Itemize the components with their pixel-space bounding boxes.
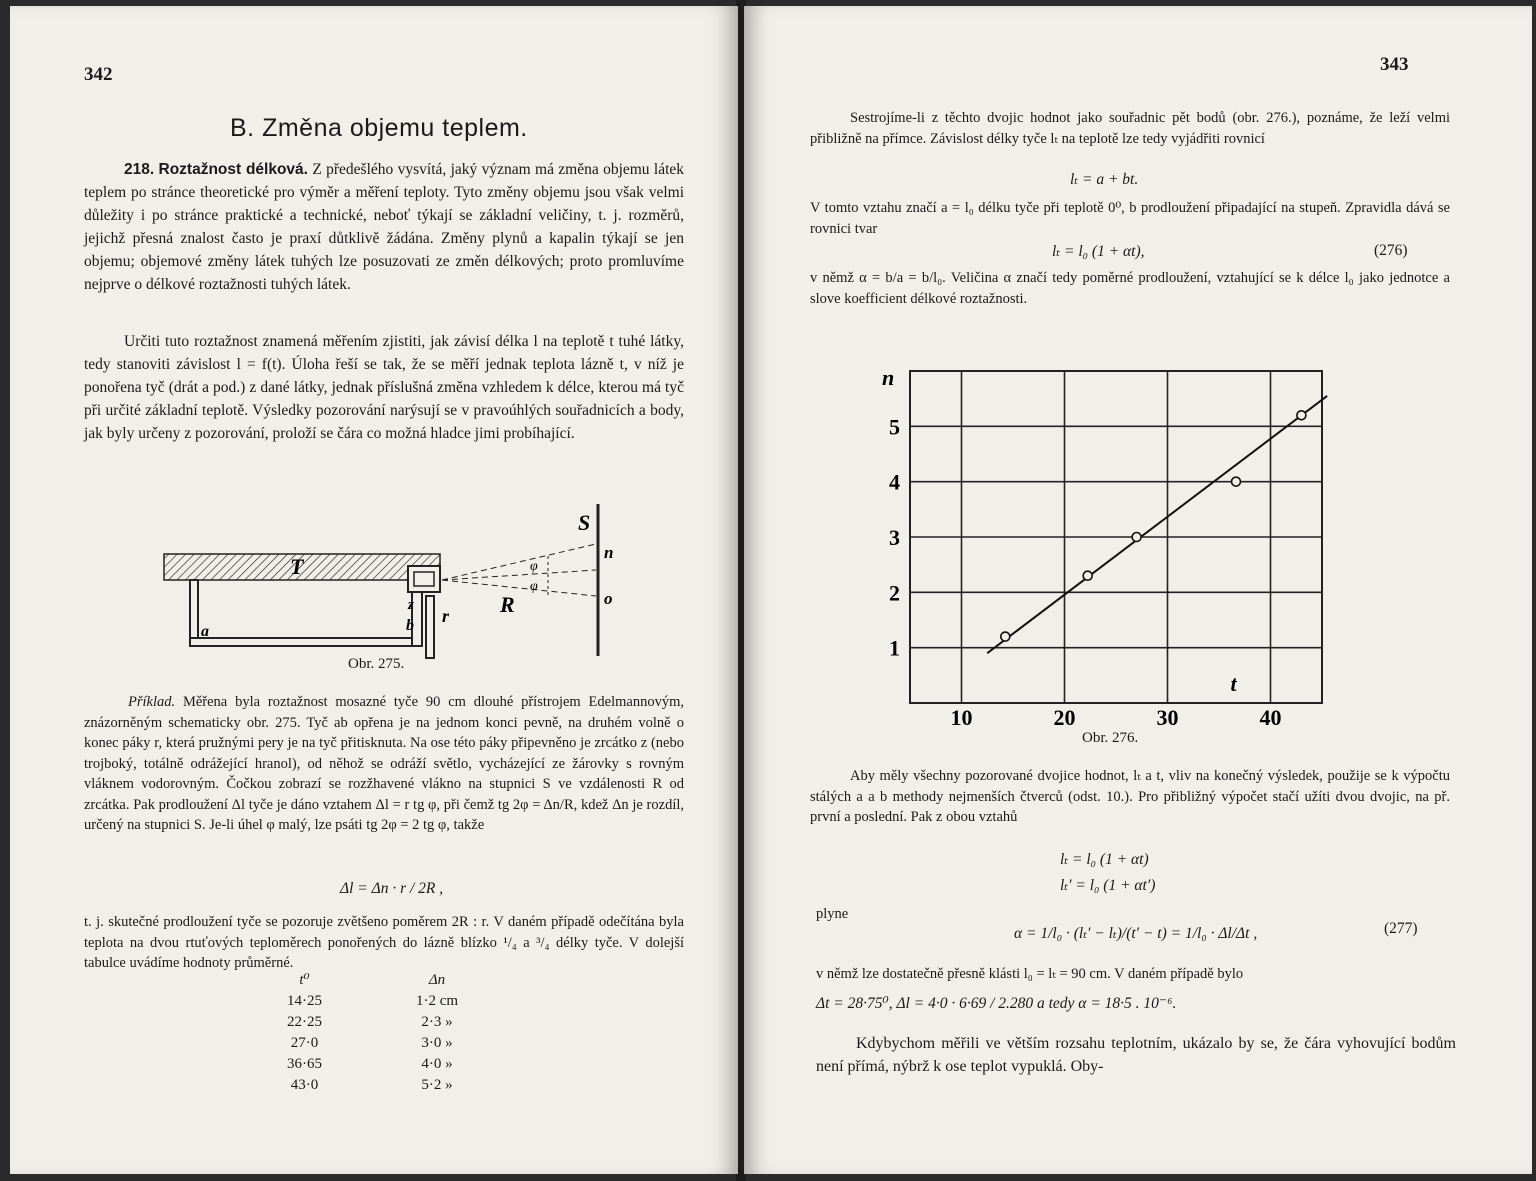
measurement-table [242, 970, 507, 1096]
equation-result: Δt = 28·75⁰, Δl = 4·0 · 6·69 / 2.280 a tedy α = 18·5 . 10⁻⁶. [816, 995, 1177, 1012]
table-cell-t: 43·0 [290, 1077, 319, 1093]
x-tick-label: 20 [1053, 705, 1076, 730]
equation-delta-l: Δl = Δn · r / 2R , [340, 880, 444, 897]
label-R: R [500, 592, 515, 617]
chart-x-ticks [951, 705, 1282, 730]
table-cell-dn: 2·3 » [421, 1014, 453, 1030]
paragraph-constants: V tomto vztahu značí a = l₀ délku tyče při teplotě 0⁰, b prodloužení připadající na stupeň. Zpravidla dává se rovnici tvar [810, 200, 1450, 237]
table-cell-dn: 3·0 » [421, 1035, 453, 1051]
chart-fit-line [987, 396, 1327, 653]
data-point [1297, 411, 1306, 420]
paragraph-points: Sestrojíme-li z těchto dvojic hodnot jako souřadnic pět bodů (obr. 276.), poznáme, že leží velmi přibližně na přímce. Závislost délky tyče lₜ na teplotě lze tedy vyjádřiti rovnicí [810, 110, 1450, 147]
table-row [242, 1012, 507, 1033]
section-number: 218. [124, 161, 155, 178]
table-cell-dn: 4·0 » [421, 1056, 453, 1072]
figure-275-apparatus [150, 496, 630, 666]
y-tick-label: 3 [889, 525, 900, 550]
data-point [1231, 477, 1240, 486]
x-tick-label: 10 [950, 705, 973, 730]
chart-y-ticks [889, 414, 900, 660]
table-row [242, 1054, 507, 1075]
paragraph-method: Určiti tuto roztažnost znamená měřením zjistiti, jak závisí délka l na teplotě t tuhé látky, tedy stanoviti závislost l = f(t). Úloha řeší se tak, že se měří jednak teplota lázně t, v níž je ponořena tyč (drát a pod.) z dané látky, jednak příslušná změna vzhledem k délce, kterou má tyč při určité základní teplotě. Výsledky pozorování narýsují se v pravoúhlých souřadnicích a body, jak byly určeny z pozorování, proloží se čára co možná hladce jimi probíhající. [84, 333, 684, 442]
label-phi-upper: φ [530, 559, 538, 574]
paragraph-magnification: t. j. skutečné prodloužení tyče se pozoruje zvětšeno poměrem 2R : r. V daném případě odečítána byla teplota na dvou rtuťových teploměrech ponořených do lázně blízko ¹/₄ a ³/₄ délky tyče. V dolejší tabulce uvádíme hodnoty průměrné. [84, 914, 684, 971]
label-z: z [408, 597, 414, 613]
label-phi-lower: φ [530, 579, 538, 594]
label-r: r [442, 606, 450, 626]
data-point [1132, 533, 1141, 542]
paragraph-nonlinear: Kdybychom měřili ve větším rozsahu teplotním, ukázalo by se, že čára vyhovující bodům není přímá, nýbrž k ose teplot vypuklá. Oby- [816, 1035, 1456, 1075]
y-tick-label: 5 [889, 414, 900, 440]
equation-276: lₜ = l₀ (1 + αt), [1052, 243, 1145, 260]
page-number: 342 [84, 64, 113, 85]
page-number: 343 [1380, 54, 1409, 75]
figure-276-caption: Obr. 276. [1082, 730, 1139, 746]
paragraph-text: Z předešlého vysvítá, jaký význam má změna objemu látek teplem po stránce theoretické pro výměr a měření teploty. Tyto změny objemu jsou však velmi důležity i po stránce praktické a technické, neboť týkají se základní veličiny, t. j. rozměrů, jejichž přesná znalost často je praxí důtklivě žádána. Změny plynů a kapalin týkají se jen objemu; objemové změny látek tuhých lze posuzovati ze změn délkových; proto promluvíme nejprve o délkové roztažnosti tuhých látek. [84, 161, 685, 293]
paragraph-substitution: v němž lze dostatečně přesně klásti l₀ = lₜ = 90 cm. V daném případě bylo [816, 966, 1244, 982]
table-row [242, 991, 507, 1012]
right-page [744, 6, 1532, 1174]
table-cell-dn: 5·2 » [421, 1077, 453, 1093]
section-heading: B. Změna objemu teplem. [230, 114, 528, 142]
data-point [1001, 632, 1010, 641]
table-header-row [242, 970, 507, 991]
y-tick-label: 1 [889, 635, 900, 661]
word-plyne: plyne [816, 906, 849, 922]
table-row [242, 1075, 507, 1096]
label-o: o [604, 589, 613, 608]
label-T: T [290, 554, 304, 579]
example-label: Příklad. [128, 694, 176, 710]
equation-277: α = 1/l₀ · (lₜ′ − lₜ)/(t′ − t) = 1/l₀ · Δl/Δt , [1014, 925, 1258, 942]
paragraph-intro [84, 158, 684, 296]
label-b: b [406, 617, 414, 634]
paragraph-least-squares: Aby měly všechny pozorované dvojice hodnot, lₜ a t, vliv na konečný výsledek, použije se k výpočtu stálých a a b methody nejmenších čtverců (odst. 10.). Pro přibližný výpočet stačí užíti dvou dvojic, na př. první a poslední. Pak z obou vztahů [810, 768, 1450, 825]
label-a: a [201, 623, 209, 640]
x-tick-label: 40 [1259, 705, 1282, 730]
section-title: Roztažnost délková. [158, 161, 308, 178]
fit-line [987, 396, 1327, 653]
y-tick-label: 4 [889, 469, 900, 495]
table-cell-t: 14·25 [287, 993, 322, 1009]
left-page [10, 6, 738, 1174]
paragraph-coefficient: v němž α = b/a = b/l₀. Veličina α značí tedy poměrné prodloužení, vztahující se k délce l₀ jako jednotce a slove koefficient délkové roztažnosti. [810, 270, 1450, 307]
figure-275-caption: Obr. 275. [348, 656, 405, 672]
table-header-dn: Δn [428, 972, 446, 988]
chart-grid [910, 371, 1322, 703]
table-header-t: t⁰ [299, 972, 310, 988]
table-row [242, 1033, 507, 1054]
example-text: Měřena byla roztažnost mosazné tyče 90 cm dlouhé přístrojem Edelmannovým, znázorněným schematicky obr. 275. Tyč ab opřena je na jednom konci pevně, na druhém volně o konec páky r, která pružnými pery je na tyč přitisknuta. Na ose této páky připevněno je zrcátko z (nebo trojboký, totálně odrážející hranol), od něhož se odráží světlo, vycházející ze žárovky s rovným vláknem vodorovným. Čočkou zobrazí se rozžhavené vlákno na stupnici S ve vzdálenosti R od zrcátka. Pak prodloužení Δl tyče je dáno vztahem Δl = r tg φ, při čemž tg 2φ = Δn/R, kdež Δn je rozdíl, určený na stupnici S. Je-li úhel φ malý, lze psáti tg 2φ = 2 tg φ, takže [84, 694, 684, 833]
data-point [1083, 571, 1092, 580]
table-cell-t: 36·65 [287, 1056, 322, 1072]
label-S: S [578, 510, 591, 535]
equation-second: lₜ′ = l₀ (1 + αt′) [1060, 877, 1156, 894]
chart-x-axis-label: t [1230, 671, 1237, 696]
equation-277-number: (277) [1384, 920, 1418, 937]
chart-points [1001, 411, 1306, 641]
x-tick-label: 30 [1156, 705, 1179, 730]
table-cell-dn: 1·2 cm [415, 993, 459, 1009]
table-cell-t: 22·25 [287, 1014, 322, 1030]
figure-276-chart [870, 351, 1360, 731]
label-n: n [604, 543, 614, 562]
chart-y-axis-label: n [882, 365, 895, 390]
equation-first: lₜ = l₀ (1 + αt) [1060, 851, 1149, 868]
y-tick-label: 2 [889, 580, 900, 606]
table-cell-t: 27·0 [290, 1035, 319, 1051]
equation-linear: lₜ = a + bt. [1070, 171, 1139, 188]
paragraph-example [84, 692, 684, 836]
equation-276-number: (276) [1374, 242, 1408, 259]
